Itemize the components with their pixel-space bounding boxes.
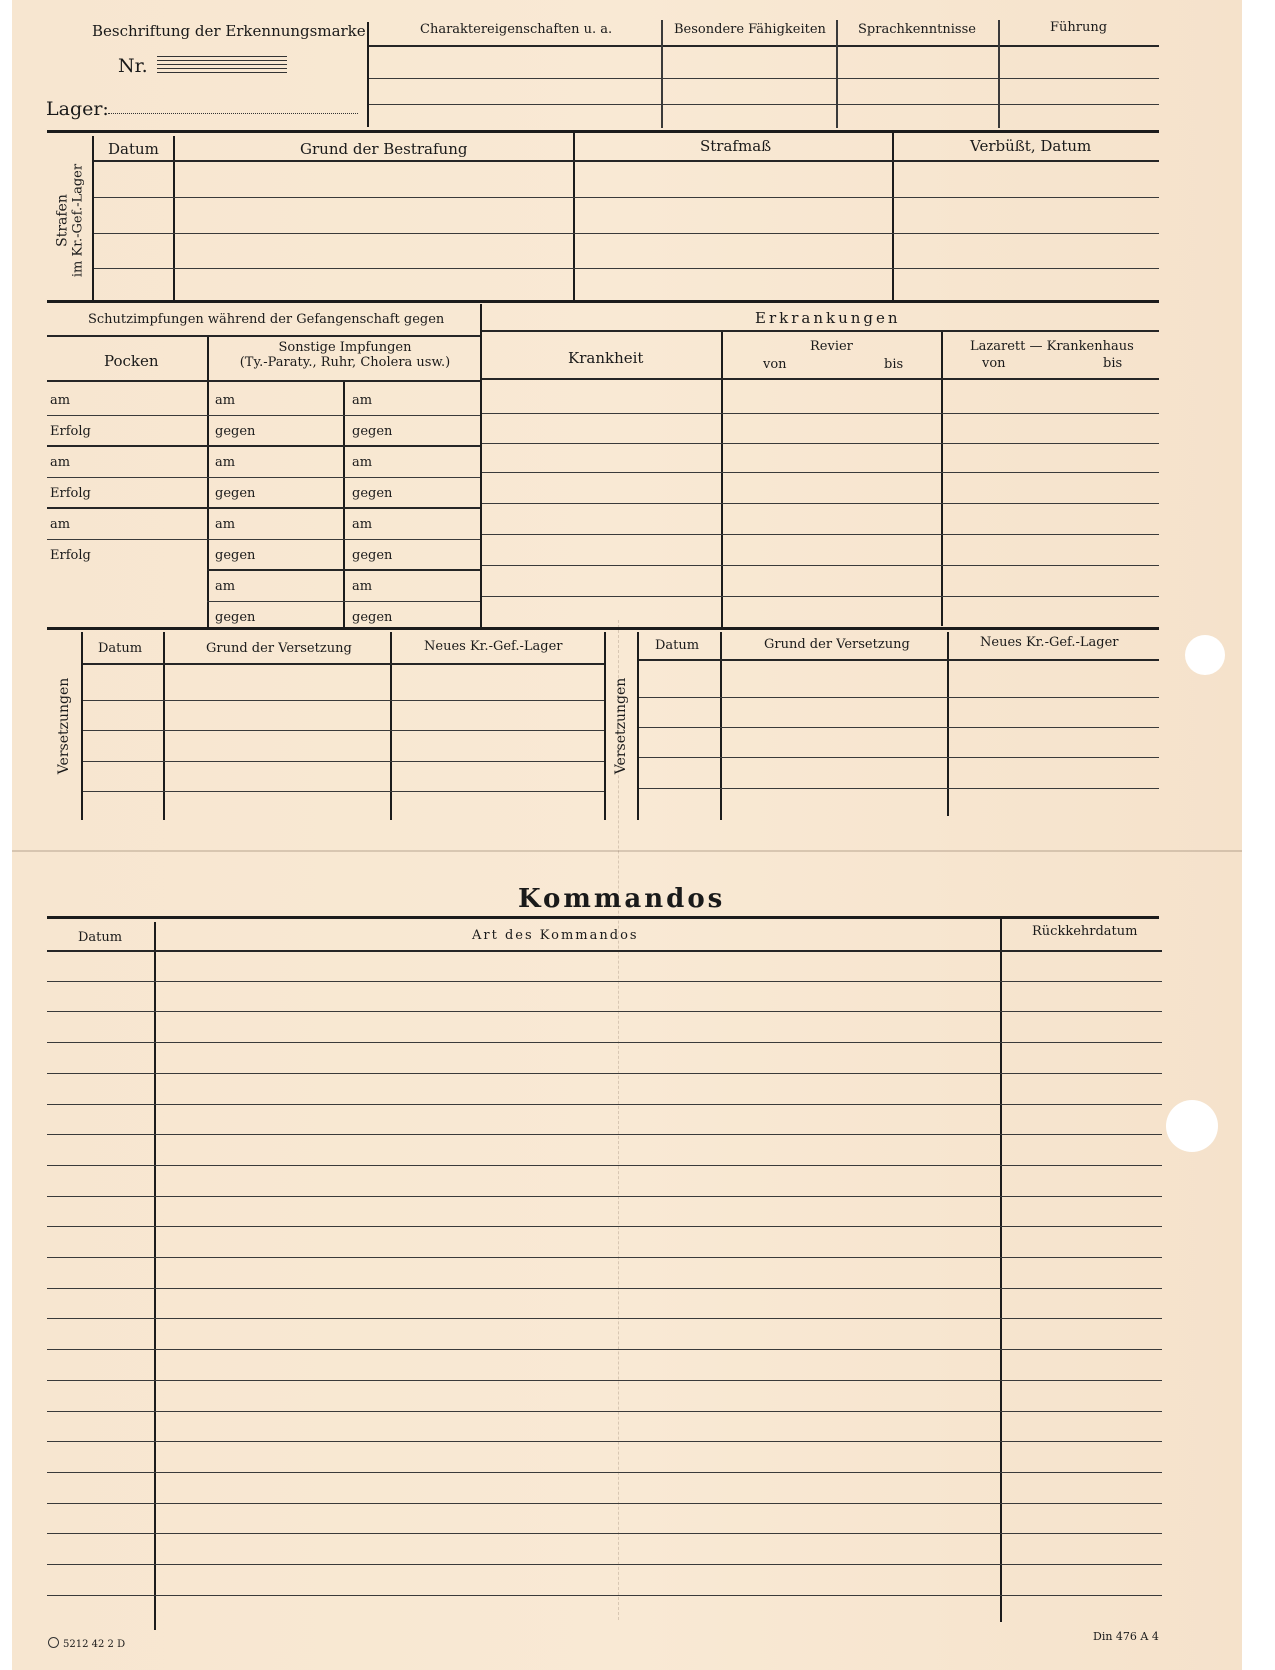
kommandos-title: Kommandos	[518, 884, 726, 914]
lazarett-von: von	[982, 356, 1006, 371]
kommandos-row-line	[47, 1411, 1162, 1412]
sonstige-am-2a: am	[215, 455, 236, 470]
kommandos-row-line	[47, 1380, 1162, 1381]
revier-bis: bis	[884, 357, 904, 372]
pocken-am-3: am	[50, 517, 71, 532]
kommandos-row-line	[47, 1073, 1162, 1074]
kommandos-row-line	[47, 1011, 1162, 1012]
header-col-charakter: Charaktereigenschaften u. a.	[420, 22, 613, 37]
sonstige-am-4b: am	[352, 579, 373, 594]
versetzung-right-col-datum: Datum	[655, 638, 700, 653]
kommandos-row-line	[47, 1104, 1162, 1105]
kommandos-row-line	[47, 1503, 1162, 1504]
sonstige-am-1b: am	[352, 393, 373, 408]
revier-von: von	[763, 357, 787, 372]
strafen-col-verbuesst: Verbüßt, Datum	[970, 137, 1092, 155]
kommandos-row-line	[47, 1042, 1162, 1043]
sonstige-gegen-1b: gegen	[352, 424, 393, 439]
fold-line-horizontal	[12, 850, 1242, 852]
sonstige-am-2b: am	[352, 455, 373, 470]
kommandos-col-datum: Datum	[78, 930, 123, 945]
kommandos-row-line	[47, 1288, 1162, 1289]
lager-field[interactable]	[108, 113, 358, 114]
kommandos-row-line	[47, 1318, 1162, 1319]
versetzung-right-col-lager: Neues Kr.-Gef.-Lager	[980, 635, 1119, 650]
pocken-erfolg-1: Erfolg	[50, 424, 91, 439]
kommandos-row-line	[47, 1165, 1162, 1166]
strafen-col-strafmass: Strafmaß	[700, 137, 772, 155]
nr-label: Nr.	[118, 55, 148, 77]
footer-print-code: 5212 42 2 D	[63, 1639, 126, 1650]
kommandos-row-line	[47, 1196, 1162, 1197]
sonstige-gegen-3a: gegen	[215, 548, 256, 563]
sonstige-gegen-1a: gegen	[215, 424, 256, 439]
erkrankungen-title: Erkrankungen	[755, 309, 901, 327]
pocken-label: Pocken	[104, 352, 159, 370]
sonstige-am-4a: am	[215, 579, 236, 594]
sonstige-gegen-2b: gegen	[352, 486, 393, 501]
kommandos-row-line	[47, 1472, 1162, 1473]
kommandos-row-line	[47, 1134, 1162, 1135]
strafen-col-datum: Datum	[108, 140, 159, 158]
beschriftung-label: Beschriftung der Erkennungsmarke	[92, 22, 366, 40]
sonstige-gegen-2a: gegen	[215, 486, 256, 501]
sonstige-am-1a: am	[215, 393, 236, 408]
sonstige-gegen-3b: gegen	[352, 548, 393, 563]
sonstige-gegen-4a: gegen	[215, 610, 256, 625]
versetzung-right-col-grund: Grund der Versetzung	[764, 637, 910, 652]
lager-label: Lager:	[46, 98, 109, 120]
kommandos-row-line	[47, 950, 1162, 952]
header-divider	[367, 22, 369, 127]
pocken-am-1: am	[50, 393, 71, 408]
pocken-erfolg-2: Erfolg	[50, 486, 91, 501]
nr-field[interactable]	[157, 56, 287, 76]
kommandos-row-line	[47, 1595, 1162, 1596]
kommandos-row-line	[47, 981, 1162, 982]
kommandos-row-line	[47, 1226, 1162, 1227]
pocken-am-2: am	[50, 455, 71, 470]
versetzung-left-col-grund: Grund der Versetzung	[206, 641, 352, 656]
krankheit-label: Krankheit	[568, 349, 644, 367]
kommandos-row-line	[47, 1257, 1162, 1258]
versetzungen-side-label-right: Versetzungen	[613, 677, 629, 775]
form-sheet	[12, 0, 1242, 1670]
punch-hole-bottom	[1166, 1100, 1218, 1152]
kommandos-col-rueckkehr: Rückkehrdatum	[1032, 924, 1138, 939]
strafen-col-grund: Grund der Bestrafung	[300, 140, 468, 158]
header-col-faehigkeiten: Besondere Fähigkeiten	[674, 22, 826, 37]
versetzung-left-col-datum: Datum	[98, 641, 143, 656]
punch-hole-top	[1185, 635, 1225, 675]
kommandos-row-line	[47, 1349, 1162, 1350]
lazarett-bis: bis	[1103, 356, 1123, 371]
impfungen-title: Schutzimpfungen während der Gefangenschaft gegen	[88, 312, 445, 327]
kommandos-row-line	[47, 1441, 1162, 1442]
kommandos-col-art: Art des Kommandos	[472, 928, 639, 943]
footer-circle-icon	[48, 1637, 59, 1648]
footer-left	[48, 1637, 125, 1650]
footer-right: Din 476 A 4	[1093, 1630, 1159, 1643]
versetzung-left-col-lager: Neues Kr.-Gef.-Lager	[424, 639, 563, 654]
kommandos-row-line	[47, 1564, 1162, 1565]
lazarett-label: Lazarett — Krankenhaus	[970, 339, 1134, 354]
header-col-fuehrung: Führung	[1050, 20, 1108, 35]
sonstige-am-3a: am	[215, 517, 236, 532]
sonstige-gegen-4b: gegen	[352, 610, 393, 625]
sonstige-impfungen-label: Sonstige Impfungen (Ty.-Paraty., Ruhr, Cholera usw.)	[239, 340, 451, 370]
kommandos-row-line	[47, 1533, 1162, 1534]
versetzungen-side-label-left: Versetzungen	[56, 677, 72, 775]
strafen-side-label: Strafen im Kr.-Gef.-Lager	[54, 163, 86, 278]
pocken-erfolg-3: Erfolg	[50, 548, 91, 563]
revier-label: Revier	[810, 339, 853, 354]
sonstige-am-3b: am	[352, 517, 373, 532]
header-col-sprachen: Sprachkenntnisse	[858, 22, 976, 37]
